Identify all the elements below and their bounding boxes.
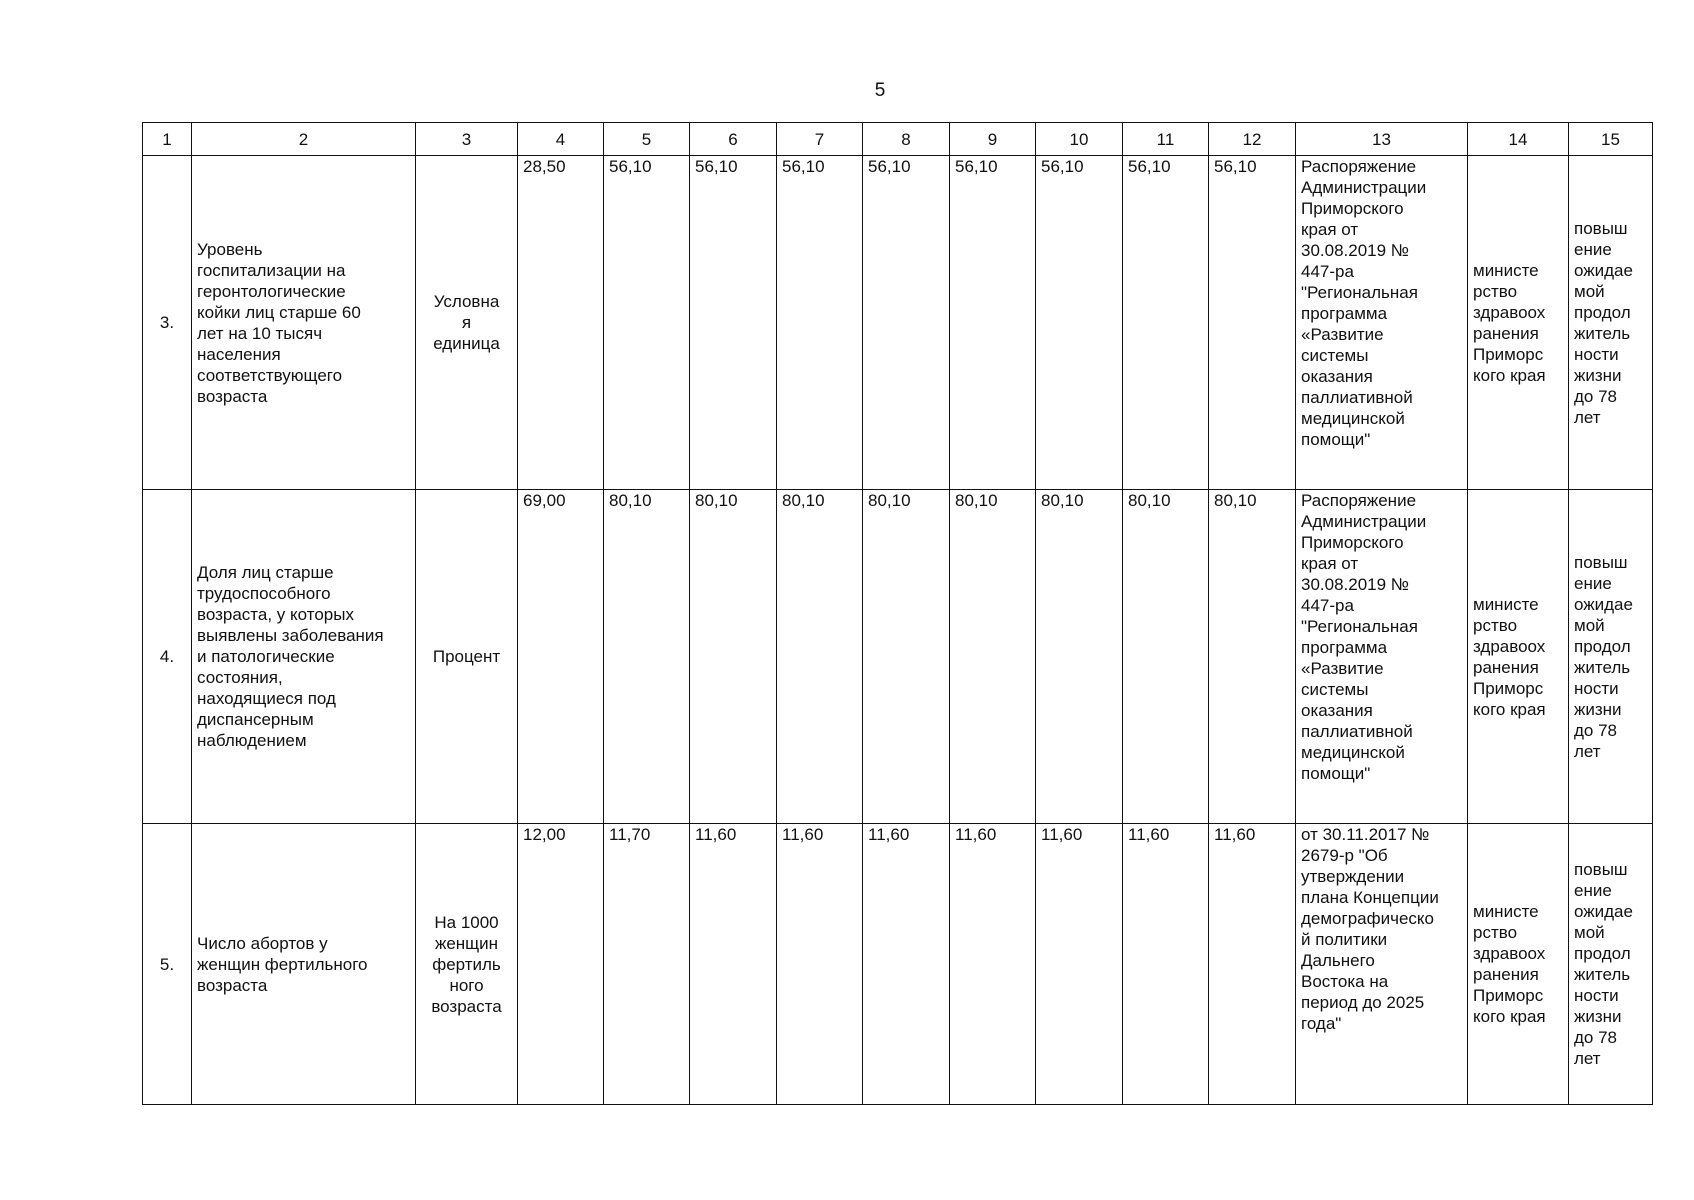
column-header: 1 [143,123,192,156]
legal-document [1296,156,1468,490]
responsible-body-text: министе рство здравоох ранения Приморс кого края [1473,260,1546,385]
value-cell: 80,10 [777,490,863,824]
indicator-name [192,824,416,1105]
legal-document [1296,824,1468,1105]
value-cell: 56,10 [690,156,777,490]
column-header: 2 [192,123,416,156]
column-header: 11 [1123,123,1209,156]
header-row [143,123,1653,156]
target-goal-text: повыш ение ожидае мой продол житель ности жизни до 78 лет [1574,860,1633,1068]
column-header: 15 [1569,123,1653,156]
column-header: 4 [518,123,604,156]
legal-document-text: от 30.11.2017 № 2679-р "Об утверждении плана Концепции демографическо й политики Дальнего Востока на период до 2025 года" [1301,825,1439,1033]
responsible-body [1468,490,1569,824]
column-header: 10 [1036,123,1123,156]
value-cell: 11,60 [1209,824,1296,1105]
row-number: 3. [143,156,192,490]
value-cell: 56,10 [863,156,950,490]
unit-text: На 1000 женщин фертиль ного возраста [431,912,502,1016]
value-cell: 28,50 [518,156,604,490]
column-header: 7 [777,123,863,156]
column-header: 3 [416,123,518,156]
legal-document [1296,490,1468,824]
responsible-body [1468,156,1569,490]
indicator-name [192,490,416,824]
value-cell: 80,10 [1209,490,1296,824]
value-cell: 69,00 [518,490,604,824]
row-number: 5. [143,824,192,1105]
value-cell: 11,60 [690,824,777,1105]
value-cell: 12,00 [518,824,604,1105]
value-cell: 56,10 [604,156,690,490]
value-cell: 56,10 [1123,156,1209,490]
column-header: 8 [863,123,950,156]
table-row [143,824,1653,1105]
value-cell: 80,10 [1036,490,1123,824]
value-cell: 56,10 [777,156,863,490]
indicator-name [192,156,416,490]
responsible-body [1468,824,1569,1105]
table-row [143,490,1653,824]
unit-of-measure [416,490,518,824]
value-cell: 11,60 [777,824,863,1105]
responsible-body-text: министе рство здравоох ранения Приморс кого края [1473,594,1546,719]
indicator-name-text: Число абортов у женщин фертильного возраста [197,933,368,995]
target-goal [1569,490,1653,824]
table-row [143,156,1653,490]
indicator-name-text: Доля лиц старше трудоспособного возраста, у которых выявлены заболевания и патологические состояния, находящиеся под диспансерным наблюдением [197,563,384,750]
value-cell: 11,60 [1123,824,1209,1105]
row-number: 4. [143,490,192,824]
unit-text: Условна я единица [433,292,500,353]
value-cell: 11,60 [863,824,950,1105]
value-cell: 80,10 [1123,490,1209,824]
column-header: 12 [1209,123,1296,156]
indicators-table [142,122,1653,1105]
value-cell: 56,10 [950,156,1036,490]
column-header: 13 [1296,123,1468,156]
unit-text: Процент [432,647,501,666]
responsible-body-text: министе рство здравоох ранения Приморс кого края [1473,902,1546,1026]
value-cell: 80,10 [604,490,690,824]
value-cell: 11,60 [1036,824,1123,1105]
column-header: 5 [604,123,690,156]
value-cell: 11,60 [950,824,1036,1105]
unit-of-measure [416,156,518,490]
target-goal [1569,156,1653,490]
legal-document-text: Распоряжение Администрации Приморского края от 30.08.2019 № 447-ра "Региональная программа «Развитие системы оказания паллиативной медицинской помощи" [1301,157,1427,449]
indicator-name-text: Уровень госпитализации на геронтологические койки лиц старше 60 лет на 10 тысяч населения соответствующего возраста [197,239,361,406]
target-goal-text: повыш ение ожидае мой продол житель ности жизни до 78 лет [1574,552,1633,761]
target-goal [1569,824,1653,1105]
target-goal-text: повыш ение ожидае мой продол житель ности жизни до 78 лет [1574,218,1633,427]
value-cell: 56,10 [1209,156,1296,490]
column-header: 6 [690,123,777,156]
value-cell: 80,10 [690,490,777,824]
legal-document-text: Распоряжение Администрации Приморского края от 30.08.2019 № 447-ра "Региональная программа «Развитие системы оказания паллиативной медицинской помощи" [1301,491,1427,783]
value-cell: 80,10 [863,490,950,824]
value-cell: 80,10 [950,490,1036,824]
value-cell: 11,70 [604,824,690,1105]
value-cell: 56,10 [1036,156,1123,490]
column-header: 14 [1468,123,1569,156]
column-header: 9 [950,123,1036,156]
unit-of-measure [416,824,518,1105]
page-number: 5 [874,80,886,101]
